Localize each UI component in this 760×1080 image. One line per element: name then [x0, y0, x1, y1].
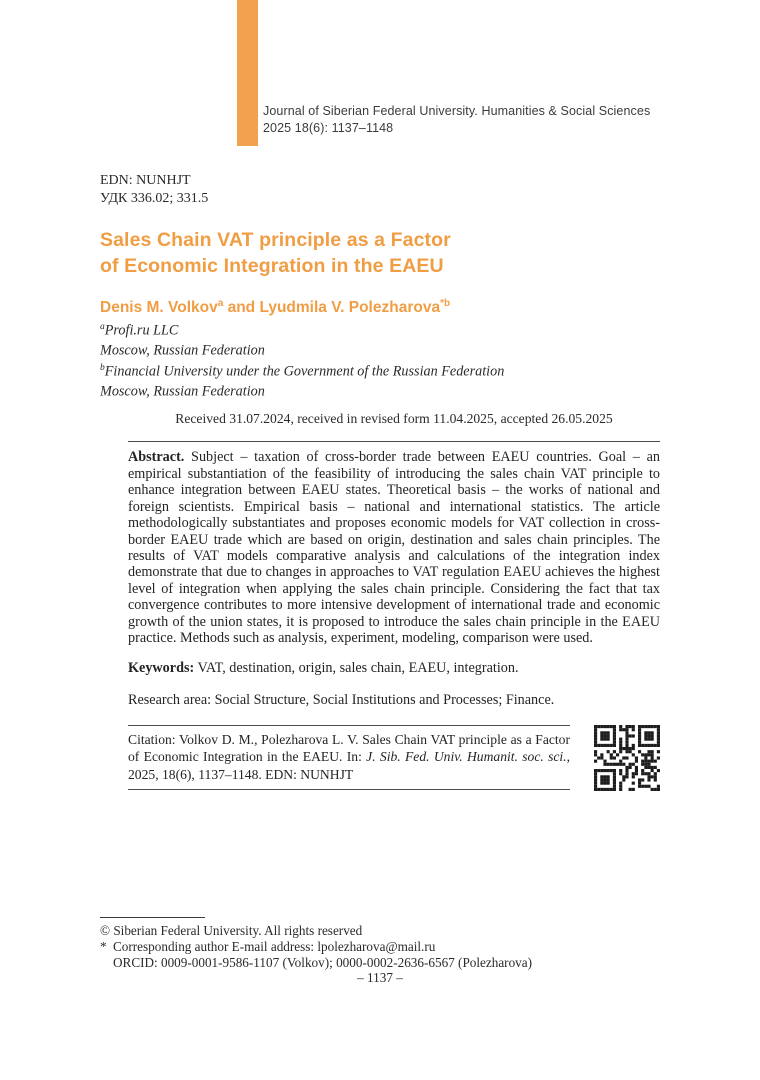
citation-text [128, 725, 570, 790]
affiliation-text: Moscow, Russian Federation [100, 343, 265, 360]
author-2-affiliation-mark: *b [440, 298, 451, 309]
citation-journal-abbrev: J. Sib. Fed. Univ. Humanit. soc. sci. [366, 749, 567, 765]
affiliation-line [100, 339, 660, 359]
research-area: Research area: Social Structure, Social Institutions and Processes; Finance. [128, 691, 555, 708]
affiliation-line [100, 319, 660, 339]
authors-connector: and [223, 299, 260, 317]
citation-suffix: , 2025, 18(6), 1137–1148. EDN: NUNHJT [128, 749, 570, 782]
citation-prefix: Citation: Volkov D. M., Polezharova L. V. Sales Chain VAT principle as a Factor of Economic Integration in the EAEU. In: [128, 732, 570, 765]
keywords [128, 660, 660, 676]
author-2: Lyudmila V. Polezharova [259, 299, 441, 317]
udk-code: УДК 336.02; 331.5 [100, 191, 209, 206]
author-1: Denis M. Volkov [100, 299, 218, 317]
corresponding-marker: * [100, 939, 107, 955]
affiliations [100, 319, 660, 400]
authors-line [100, 294, 660, 317]
abstract [128, 441, 660, 646]
journal-name: Journal of Siberian Federal University. Humanities & Social Sciences [263, 104, 651, 118]
received-dates: Received 31.07.2024, received in revised form 11.04.2025, accepted 26.05.2025 [175, 411, 613, 427]
page-number: – 1137 – [357, 970, 403, 985]
footnote-divider [100, 917, 205, 918]
author-1-affiliation-mark: a [217, 298, 224, 309]
citation-block [128, 725, 660, 791]
abstract-text: Subject – taxation of cross-border trade between EAEU countries. Goal – an empirical substantiation of the feasibility of introducing the sales chain VAT principle to enhance integration between EAEU states. Theoretical basis – the works of national and foreign scientists. Empirical basis – national and international statistics. The article methodologically substantiates and proposes economic models for VAT collection in cross-border EAEU trade which are based on origin, destination and sales chain principles. The results of VAT models comparative analysis and calculations of the integration index demonstrate that due to changes in approaches to VAT regulation EAEU achieves the highest level of integration when applying the sales chain principle. Considering the fact that tax convergence contributes to more intensive development of international trade and economic growth of the union states, it is proposed to introduce the sales chain principle in the EAEU practice. Methods such as analysis, experiment, modeling, comparison were used. [128, 449, 660, 646]
title-line-1: Sales Chain VAT principle as a Factor [100, 229, 451, 251]
orcid-line: ORCID: 0009-0001-9586-1107 (Volkov); 0000-0002-2636-6567 (Polezharova) [113, 955, 533, 971]
journal-issue: 2025 18(6): 1137–1148 [263, 120, 394, 135]
affiliation-text: Financial University under the Government of the Russian Federation [104, 363, 505, 380]
affiliation-line [100, 360, 660, 380]
affiliation-text: Profi.ru LLC [104, 322, 179, 339]
footnotes [100, 917, 660, 972]
affiliation-mark: b [100, 362, 105, 373]
article-content [100, 172, 660, 791]
title-line-2: of Economic Integration in the EAEU [100, 254, 444, 277]
abstract-label: Abstract. [128, 449, 185, 466]
article-title [100, 228, 660, 279]
article-identifiers [100, 172, 660, 208]
affiliation-mark: a [100, 322, 105, 333]
corresponding-author-line [100, 939, 660, 955]
edn-code: EDN: NUNHJT [100, 173, 191, 188]
corresponding-email: Corresponding author E-mail address: lpolezharova@mail.ru [113, 939, 436, 955]
qr-code-icon [594, 725, 660, 791]
journal-header [263, 103, 650, 136]
copyright-line: © Siberian Federal University. All rights reserved [100, 923, 363, 938]
affiliation-text: Moscow, Russian Federation [100, 383, 265, 400]
affiliation-line [100, 380, 660, 400]
keywords-text: VAT, destination, origin, sales chain, EAEU, integration. [194, 660, 519, 677]
accent-bar [237, 0, 258, 146]
keywords-label: Keywords: [128, 660, 195, 677]
